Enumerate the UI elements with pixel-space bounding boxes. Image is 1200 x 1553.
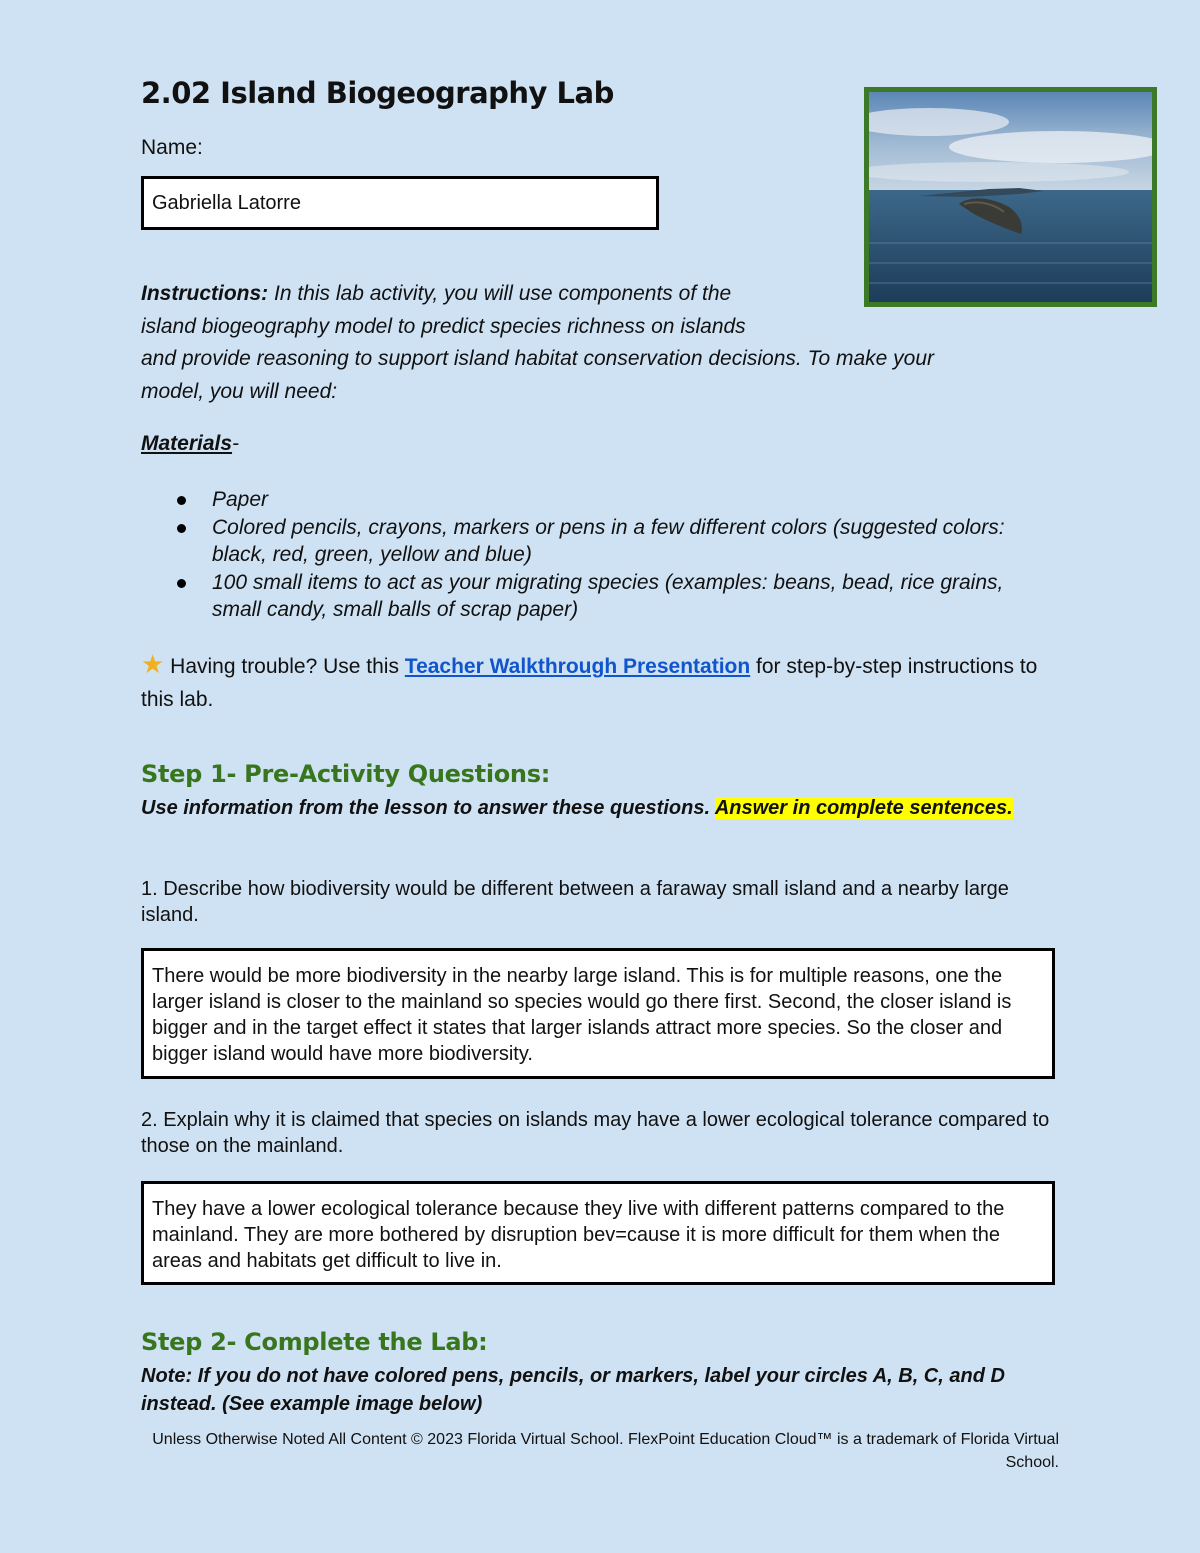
teacher-walkthrough-link[interactable]: Teacher Walkthrough Presentation xyxy=(404,655,751,678)
bullet-icon xyxy=(177,579,186,588)
highlighted-instruction: Answer in complete sentences. xyxy=(714,797,1013,819)
instructions-label: Instructions: xyxy=(141,282,269,305)
step-2-heading: Step 2- Complete the Lab: xyxy=(141,1328,488,1356)
materials-suffix: - xyxy=(232,432,240,455)
bullet-icon xyxy=(177,524,186,533)
instructions-line-3: and provide reasoning to support island habitat conservation decisions. To make your xyxy=(141,347,935,370)
name-value: Gabriella Latorre xyxy=(152,192,301,214)
instructions-paragraph xyxy=(141,278,1061,408)
answer-2-field[interactable] xyxy=(141,1181,1055,1285)
answer-2-text: They have a lower ecological tolerance because they live with different patterns compared to the mainland. They are more bothered by disruption bev=cause it is more difficult for them when the areas and habitats get difficult to live in. xyxy=(152,1198,1005,1272)
name-label: Name: xyxy=(141,136,203,159)
step-2-note: Note: If you do not have colored pens, pencils, or markers, label your circles A, B, C, and D instead. (See example image below) xyxy=(141,1365,1005,1415)
island-photo xyxy=(864,87,1157,307)
answer-1-text: There would be more biodiversity in the nearby large island. This is for multiple reasons, one the larger island is closer to the mainland so species would go there first. Second, the closer island is bigger and in the target effect it states that larger islands attract more species. So the closer and bigger island would have more biodiversity. xyxy=(152,965,1012,1065)
materials-list xyxy=(141,486,1041,624)
instructions-line-4: model, you will need: xyxy=(141,379,338,403)
instructions-line-1: In this lab activity, you will use components of the xyxy=(274,282,732,305)
trouble-paragraph xyxy=(141,648,1061,716)
copyright-footer: Unless Otherwise Noted All Content © 2023 Florida Virtual School. FlexPoint Education Cloud™ is a trademark of Florida Virtual School. xyxy=(152,1431,1059,1471)
step-1-instruction-text: Use information from the lesson to answer these questions. xyxy=(141,797,710,819)
bullet-icon xyxy=(177,496,186,505)
list-item: 100 small items to act as your migrating species (examples: beans, bead, rice grains, small candy, small balls of scrap paper) xyxy=(141,569,1041,624)
name-field[interactable] xyxy=(141,176,659,230)
materials-heading xyxy=(141,432,239,456)
trouble-prefix: Having trouble? Use this xyxy=(170,655,399,678)
page-title: 2.02 Island Biogeography Lab xyxy=(141,76,614,110)
list-item: Paper xyxy=(141,486,1041,514)
list-item: Colored pencils, crayons, markers or pens in a few different colors (suggested colors: black, red, green, yellow and blue) xyxy=(141,514,1041,569)
star-icon: ★ xyxy=(141,649,165,679)
trouble-suffix: for step-by-step instructions to this lab. xyxy=(141,655,1038,711)
step-1-instructions xyxy=(141,794,1061,822)
question-2: 2. Explain why it is claimed that species on islands may have a lower ecological tolerance compared to those on the mainland. xyxy=(141,1109,1050,1157)
question-1: 1. Describe how biodiversity would be different between a faraway small island and a nearby large island. xyxy=(141,878,1009,926)
instructions-line-2: island biogeography model to predict species richness on islands xyxy=(141,314,746,338)
step-1-heading: Step 1- Pre-Activity Questions: xyxy=(141,760,551,788)
answer-1-field[interactable] xyxy=(141,948,1055,1079)
materials-label: Materials xyxy=(141,432,233,455)
